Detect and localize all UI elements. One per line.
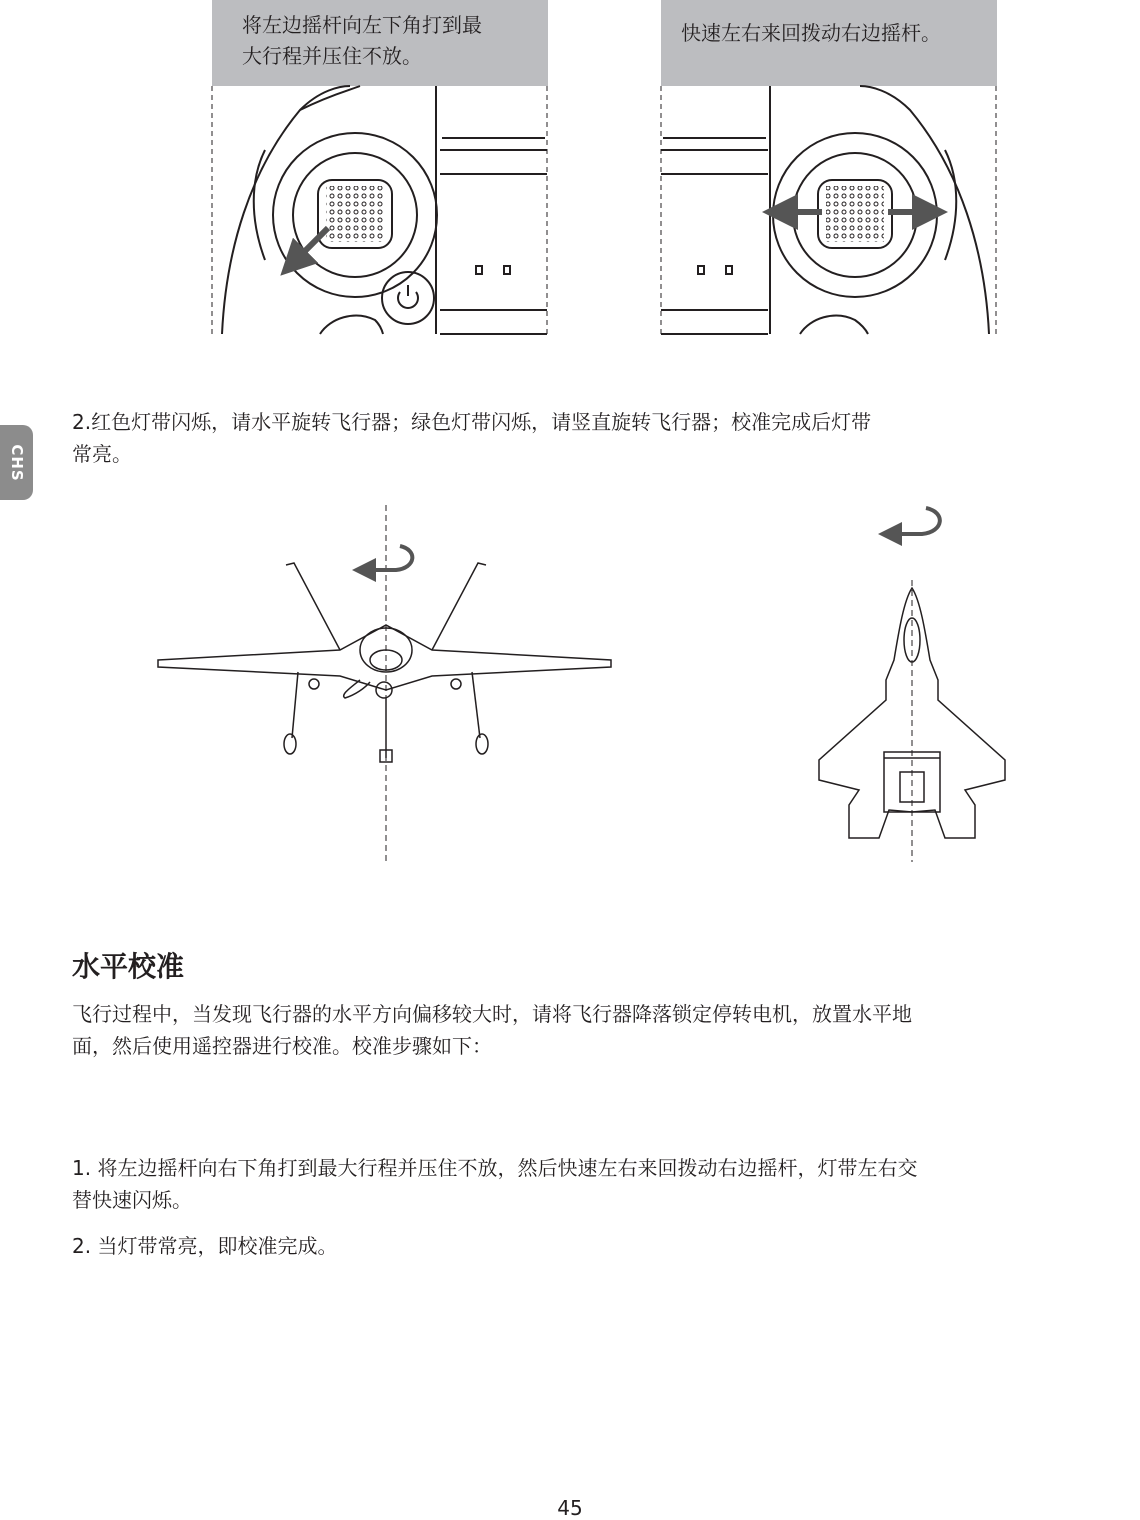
rotate-arrow-top-icon bbox=[890, 508, 940, 534]
calibration-step-2: 2.红色灯带闪烁，请水平旋转飞行器；绿色灯带闪烁，请竖直旋转飞行器；校准完成后灯带 常亮。 bbox=[72, 410, 872, 466]
section-intro: 飞行过程中，当发现飞行器的水平方向偏移较大时，请将飞行器降落锁定停转电机，放置水平地 面，然后使用遥控器进行校准。校准步骤如下： bbox=[72, 1002, 912, 1058]
rotate-arrow-front-icon bbox=[364, 546, 412, 570]
language-tab: CHS bbox=[0, 425, 33, 500]
aircraft-top-view bbox=[819, 580, 1005, 862]
aircraft-front-view bbox=[158, 505, 611, 862]
section-step-1: 1. 将左边摇杆向右下角打到最大行程并压住不放，然后快速左右来回拨动右边摇杆，灯带左右交 替快速闪烁。 bbox=[72, 1156, 918, 1212]
section-step-2: 2. 当灯带常亮，即校准完成。 bbox=[72, 1234, 338, 1258]
page-number: 45 bbox=[557, 1496, 583, 1520]
callout-right-stick: 快速左右来回拨动右边摇杆。 bbox=[661, 0, 997, 86]
section-title: 水平校准 bbox=[72, 950, 185, 983]
callout-left-stick: 将左边摇杆向左下角打到最 大行程并压住不放。 bbox=[212, 0, 548, 86]
